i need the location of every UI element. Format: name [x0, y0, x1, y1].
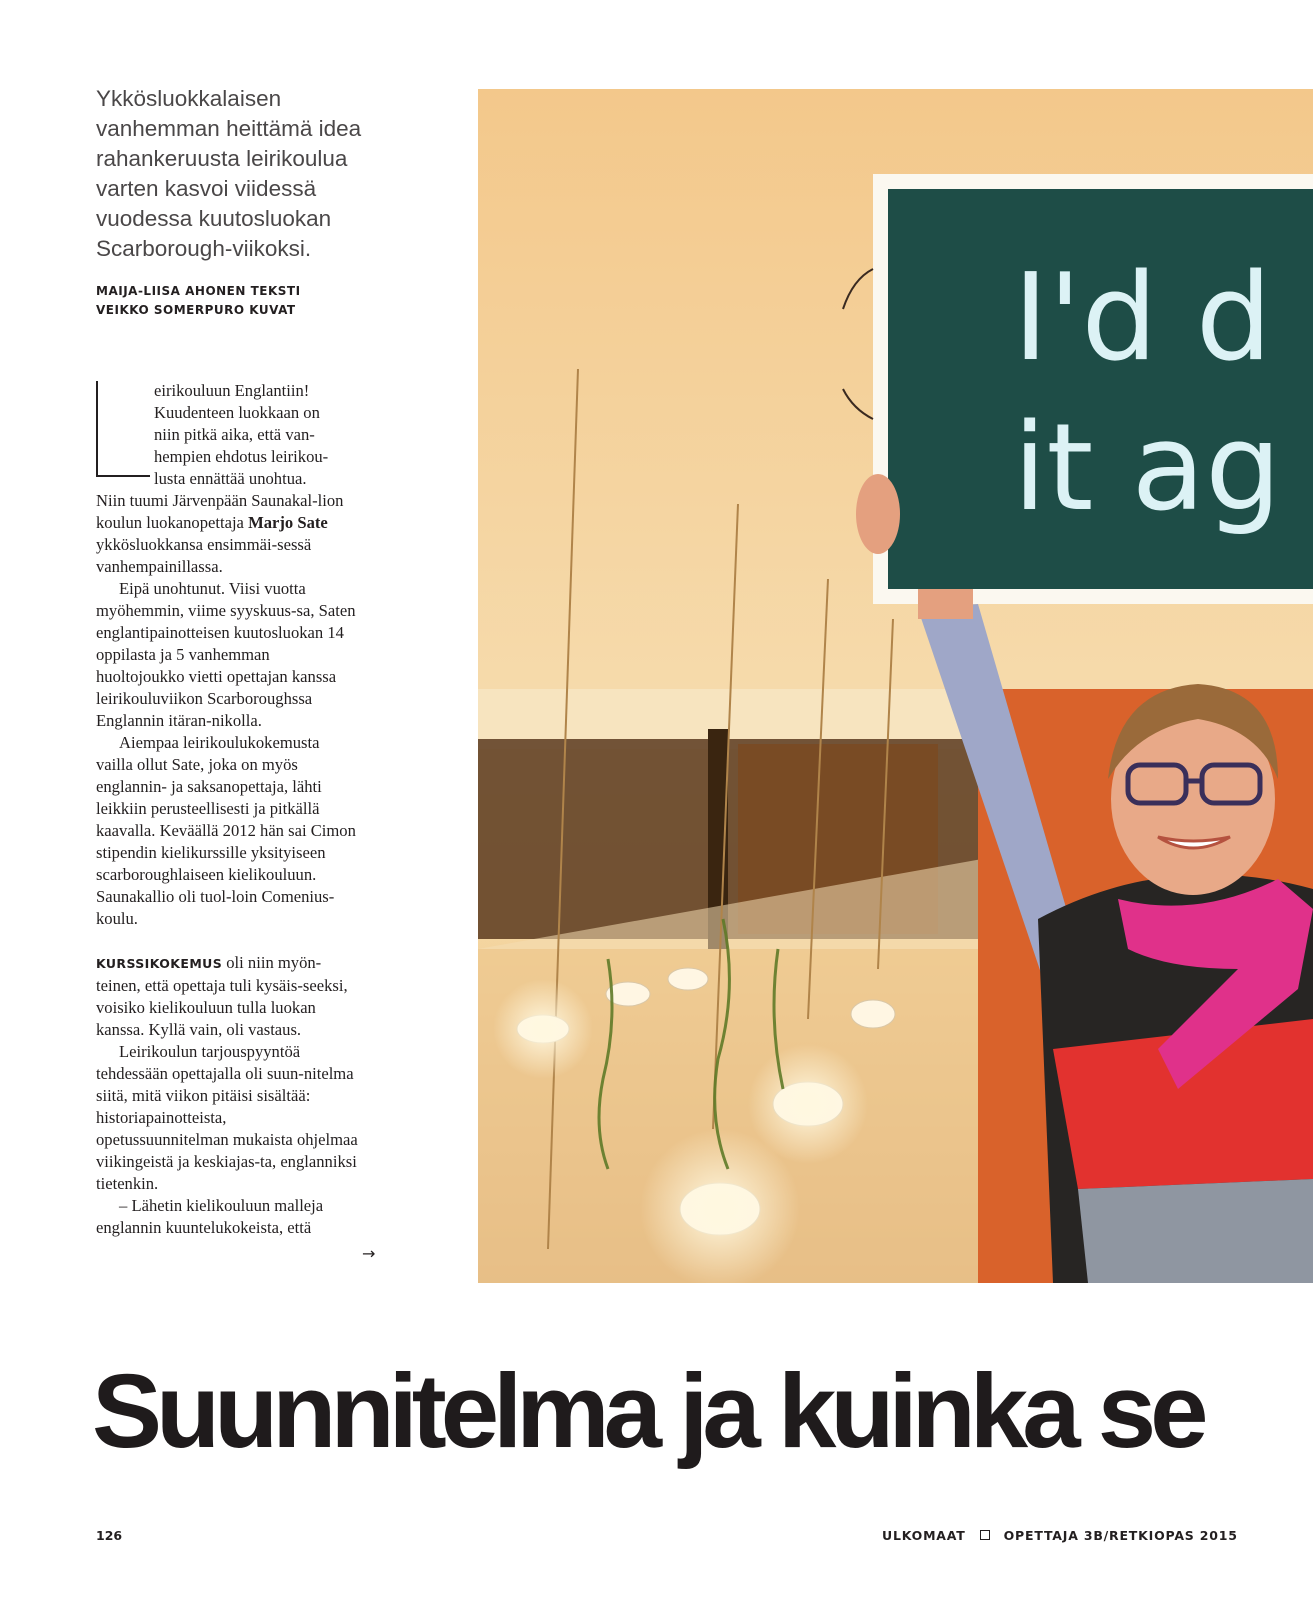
footer-publication: OPETTAJA 3B/RETKIOPAS 2015: [1003, 1528, 1238, 1543]
footer-section: ULKOMAAT: [882, 1528, 966, 1543]
section-lead-in: KURSSIKOKEMUS: [96, 956, 223, 971]
byline-author: MAIJA-LIISA AHONEN TEKSTI: [96, 284, 301, 298]
headline: Suunnitelma ja kuinka se: [92, 1353, 1203, 1470]
teacher-name: Marjo Sate: [248, 513, 328, 532]
chalkboard-text-line2: it ag: [1013, 399, 1282, 538]
byline: [96, 282, 356, 320]
article-paragraph-2: Eipä unohtunut. Viisi vuotta myöhemmin, viime syyskuus-sa, Saten englantipainotteisen kuutosluokan 14 oppilasta ja 5 vanhemman huoltojoukko vietti opettajan kanssa leirikouluviikon Scarboroughssa Englannin itäran-nikolla.: [96, 579, 356, 730]
page-number: 126: [96, 1528, 123, 1543]
chalkboard-text-line1: I'd d: [1013, 249, 1272, 388]
article-paragraph-1: eirikouluun Englantiin! Kuudenteen luokkaan on niin pitkä aika, että van- hempien ehdotus leirikou- lusta ennättää unohtua. Niin tuumi Järvenpään Saunakal-lion koulun luokanopettaja Marjo Sate ykkösluokkansa ensimmäi-sessä vanhempainillassa.: [96, 381, 344, 576]
separator-square-icon: [980, 1530, 990, 1540]
article-body: [96, 380, 358, 1239]
article-paragraph-3: Aiempaa leirikoulukokemusta vailla ollut Sate, joka on myös englannin- ja saksanopettaja, lähti leikkiin perusteellisesti ja pitkällä kaavalla. Keväällä 2012 hän sai Cimon stipendin kielikurssille yksityiseen scarboroughlaiseen kielikouluun. Saunakallio oli tuol-loin Comenius-koulu.: [96, 733, 356, 928]
running-footer: [882, 1528, 1238, 1543]
byline-photographer: VEIKKO SOMERPURO KUVAT: [96, 303, 296, 317]
article-paragraph-5: Leirikoulun tarjouspyyntöä tehdessään opettajalla oli suun-nitelma siitä, mitä viikon pitäisi sisältää: historiapainotteista, opetussuunnitelman mukaista ohjelmaa viikingeistä ja keskiajas-ta, englanniksi tietenkin.: [96, 1042, 358, 1193]
article-paragraph-4: KURSSIKOKEMUS oli niin myön-teinen, että opettaja tuli kysäis-seeksi, voisiko kielikouluun tulla luokan kanssa. Kyllä vain, oli vastaus.: [96, 953, 348, 1039]
article-paragraph-6: – Lähetin kielikouluun malleja englannin kuuntelukokeista, että: [96, 1196, 324, 1237]
lead-paragraph: Ykkösluokkalaisen vanhemman heittämä idea rahankeruusta leirikoulua varten kasvoi viidessä vuodessa kuutosluokan Scarborough-viikoksi.: [96, 86, 362, 261]
continue-arrow-icon: →: [362, 1244, 376, 1263]
article-photo: [478, 89, 1313, 1283]
